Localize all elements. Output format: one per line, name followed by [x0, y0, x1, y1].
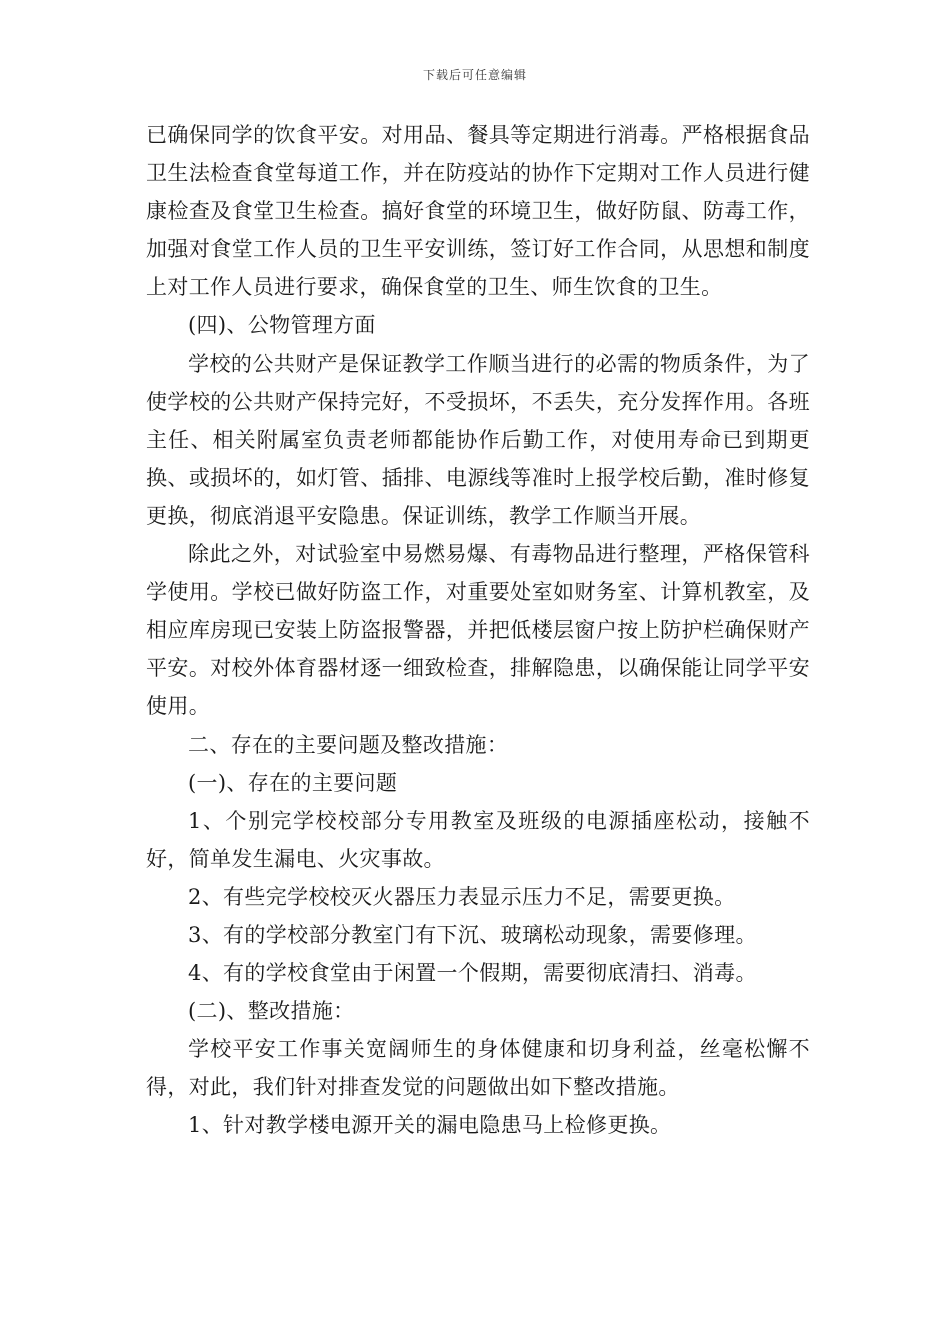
- section-heading-public-property: (四)、公物管理方面: [188, 313, 376, 338]
- subheading-main-problems: (一)、存在的主要问题: [188, 770, 398, 795]
- page-header-note: 下载后可任意编辑: [422, 68, 527, 82]
- document-body: [146, 116, 810, 1145]
- section-heading-problems-measures: 二、存在的主要问题及整改措施：: [188, 732, 509, 757]
- paragraph-rectification-intro: 学校平安工作事关宽阔师生的身体健康和切身利益，丝毫松懈不得，对此，我们针对排查发觉的问题做出如下整改措施。: [146, 1037, 810, 1100]
- problem-item-2: 2、有些完学校校灭火器压力表显示压力不足，需要更换。: [188, 884, 736, 909]
- problem-item-3: 3、有的学校部分教室门有下沉、玻璃松动现象，需要修理。: [188, 922, 757, 947]
- paragraph-public-property: 学校的公共财产是保证教学工作顺当进行的必需的物质条件，为了使学校的公共财产保持完好，不受损坏，不丢失，充分发挥作用。各班主任、相关附属室负责老师都能协作后勤工作，对使用寿命已到期更换、或损坏的，如灯管、插排、电源线等准时上报学校后勤，准时修复更换，彻底消退平安隐患。保证训练，教学工作顺当开展。: [146, 351, 810, 528]
- problem-item-4: 4、有的学校食堂由于闲置一个假期，需要彻底清扫、消毒。: [188, 961, 757, 986]
- paragraph-food-safety: 已确保同学的饮食平安。对用品、餐具等定期进行消毒。严格根据食品卫生法检查食堂每道工作，并在防疫站的协作下定期对工作人员进行健康检查及食堂卫生检查。搞好食堂的环境卫生，做好防鼠、防毒工作，加强对食堂工作人员的卫生平安训练，签订好工作合同，从思想和制度上对工作人员进行要求，确保食堂的卫生、师生饮食的卫生。: [146, 123, 810, 300]
- subheading-rectification-measures: (二)、整改措施：: [188, 999, 355, 1024]
- problem-item-1: 1、个别完学校校部分专用教室及班级的电源插座松动，接触不好，简单发生漏电、火灾事故。: [146, 808, 810, 871]
- measure-item-1: 1、针对教学楼电源开关的漏电隐患马上检修更换。: [188, 1113, 672, 1138]
- paragraph-lab-security: 除此之外，对试验室中易燃易爆、有毒物品进行整理，严格保管科学使用。学校已做好防盗工作，对重要处室如财务室、计算机教室，及相应库房现已安装上防盗报警器，并把低楼层窗户按上防护栏确保财产平安。对校外体育器材逐一细致检查，排解隐患，以确保能让同学平安使用。: [146, 542, 810, 719]
